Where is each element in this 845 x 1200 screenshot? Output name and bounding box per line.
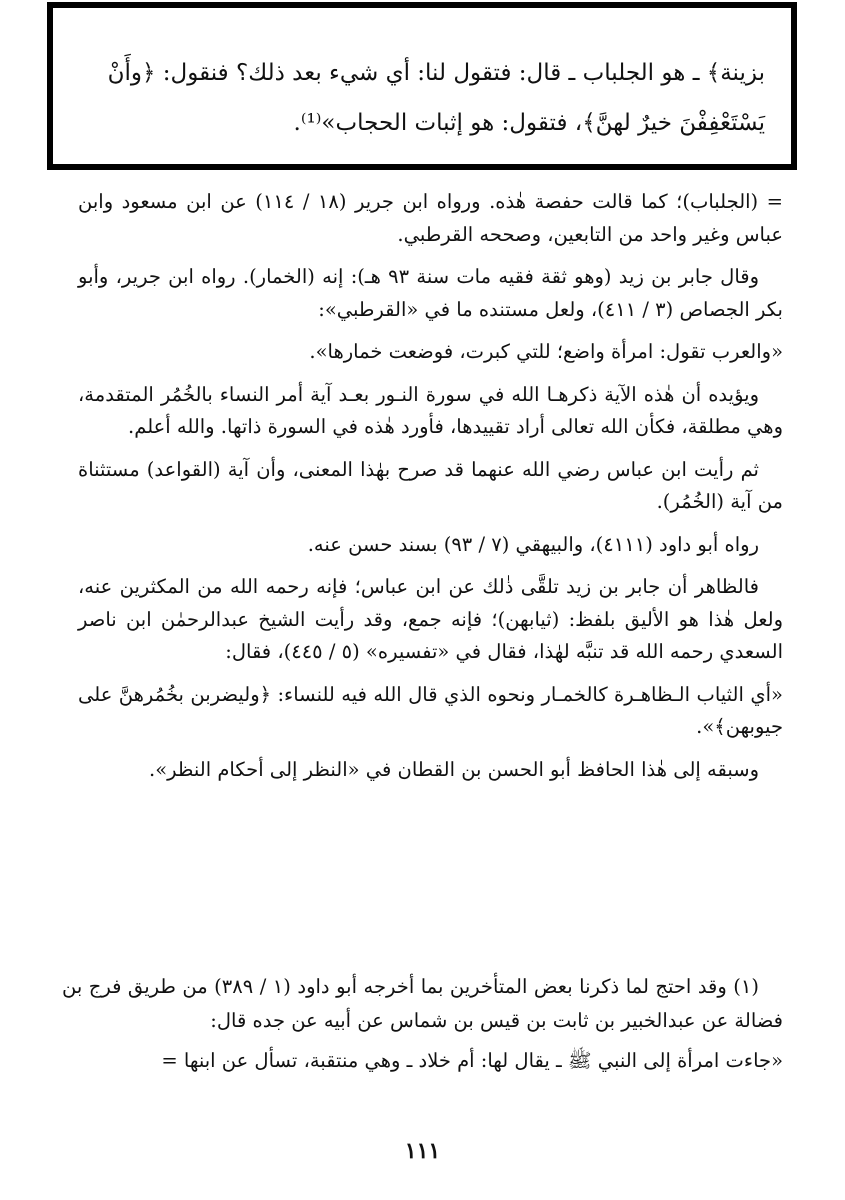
paragraph: فالظاهر أن جابر بن زيد تلقَّى ذٰلك عن ابن عباس؛ فإنه رحمه الله من المكثرين عنه، ولعل هٰذا هو الأليق بلفظ: (ثيابهن)؛ فإنه جمع، وقد رأيت الشيخ عبدالرحمٰن ابن ناصر السعدي رحمه الله قد تنبَّه لهٰذا، فقال في «تفسيره» (٥ / ٤٤٥)، فقال:	[78, 575, 783, 663]
paragraph: ويؤيده أن هٰذه الآية ذكرهـا الله في سورة النـور بعـد آية أمر النساء بالخُمُر المتقدمة، وهي مطلقة، فكأن الله تعالى أراد تقييدها، فأورد هٰذه في السورة ذاتها. والله أعلم.	[78, 382, 783, 438]
paragraph: وقال جابر بن زيد (وهو ثقة فقيه مات سنة ٩٣ هـ): إنه (الخمار). رواه ابن جرير، وأبو بكر الجصاص (٣ / ٤١١)، ولعل مستنده ما في «القرطبي»:	[78, 265, 783, 321]
boxed-quote-line-1: بزينة﴾ ـ هو الجلباب ـ قال: فتقول لنا: أي شيء بعد ذلك؟ فنقول: ﴿وأَنْ	[107, 60, 765, 86]
quote-paragraph: «والعرب تقول: امرأة واضع؛ للتي كبرت، فوضعت خمارها».	[309, 340, 783, 363]
paragraph: وسبقه إلى هٰذا الحافظ أبو الحسن بن القطان في «النظر إلى أحكام النظر».	[149, 757, 759, 781]
quote-paragraph: «أي الثياب الـظاهـرة كالخمـار ونحوه الذي قال الله فيه للنساء: ﴿وليضربن بخُمُرهنَّ على جيوبهن﴾».	[78, 682, 783, 738]
boxed-quote-line-2: يَسْتَعْفِفْنَ خيرٌ لهنَّ﴾، فتقول: هو إثبات الحجاب»⁽¹⁾.	[293, 110, 765, 136]
boxed-quote	[47, 2, 797, 170]
footnote	[62, 970, 783, 1084]
page-number: ١١١	[404, 1138, 441, 1164]
paragraph: رواه أبو داود (٤١١١)، والبيهقي (٧ / ٩٣) بسند حسن عنه.	[307, 532, 759, 556]
footnote-paragraph: (١) وقد احتج لما ذكرنا بعض المتأخرين بما أخرجه أبو داود (١ / ٣٨٩) من طريق فرج بن فضالة عن عبدالخبير بن ثابت بن قيس بن شماس عن أبيه عن جده قال:	[62, 975, 783, 1032]
footnote-paragraph: «جاءت امرأة إلى النبي ﷺ ـ يقال لها: أم خلاد ـ وهي منتقبة، تسأل عن ابنها =	[161, 1049, 783, 1072]
paragraph: = (الجلباب)؛ كما قالت حفصة هٰذه. ورواه ابن جرير (١٨ / ١١٤) عن ابن مسعود وابن عباس وغير واحد من التابعين، وصححه القرطبي.	[78, 190, 784, 246]
paragraph: ثم رأيت ابن عباس رضي الله عنهما قد صرح بهٰذا المعنى، وأن آية (القواعد) مستثناة من آية (الخُمُر).	[78, 457, 783, 513]
main-text	[78, 186, 783, 796]
